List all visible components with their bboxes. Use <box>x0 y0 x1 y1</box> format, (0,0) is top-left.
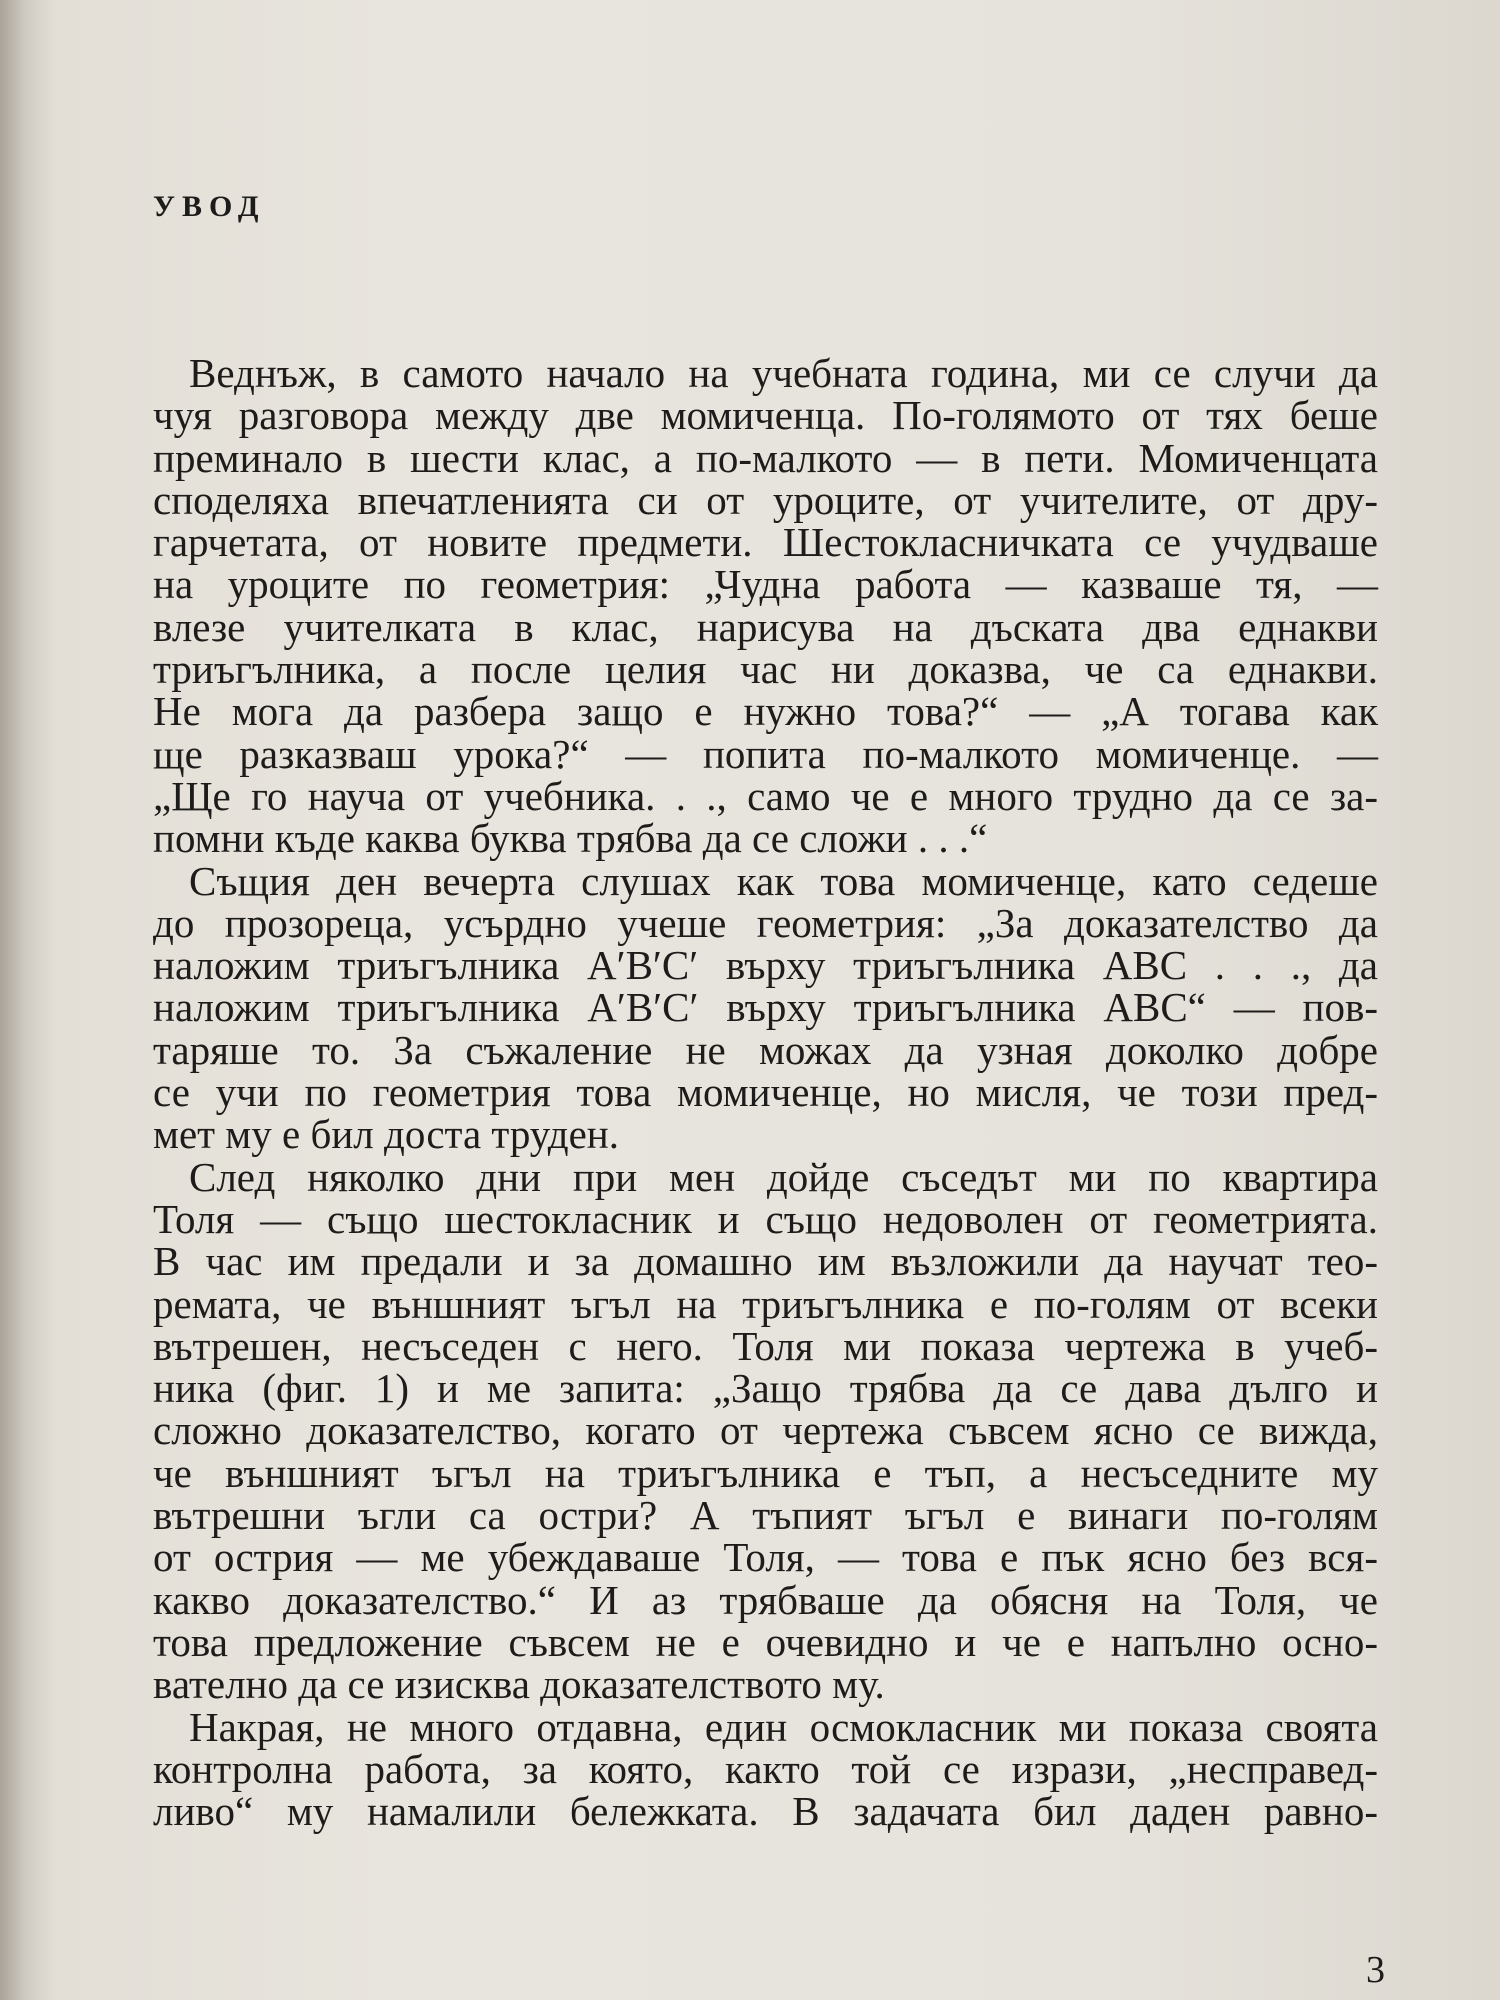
text-line: вателно да се изисква доказателството му. <box>153 1661 885 1708</box>
text-line: След няколко дни при мен дойде съседът ми по квартира <box>189 1153 1378 1200</box>
text-line: ника (фиг. 1) и ме запита: „Защо трябва да се дава дълго и <box>153 1365 1378 1412</box>
text-line: гарчетата, от новите предмети. Шестокласничката се учудваше <box>153 519 1378 566</box>
text-line: ливо“ му намалили бележката. В задачата бил даден равно- <box>153 1788 1378 1835</box>
text-line: контролна работа, за която, както той се изрази, „несправед- <box>153 1745 1378 1792</box>
text-line: ще разказваш урока?“ — попита по-малкото момиченце. — <box>153 730 1378 777</box>
text-line: наложим триъгълника A′B′C′ върху триъгълника ABC“ — пов- <box>153 984 1378 1031</box>
text-line: Толя — също шестокласник и също недоволен от геометрията. <box>153 1195 1378 1242</box>
text-line: вътрешен, несъседен с него. Толя ми показа чертежа в учеб- <box>153 1322 1378 1369</box>
text-line: Накрая, не много отдавна, един осмокласник ми показа своята <box>189 1703 1378 1750</box>
text-line: сложно доказателство, когато от чертежа съвсем ясно се вижда, <box>153 1407 1378 1454</box>
text-line: Не мога да разбера защо е нужно това?“ — „А тогава как <box>153 688 1378 735</box>
text-line: ремата, че външният ъгъл на триъгълника е по-голям от всеки <box>153 1280 1378 1327</box>
text-line: наложим триъгълника A′B′C′ върху триъгълника ABC . . ., да <box>153 942 1378 989</box>
text-line: триъгълника, а после целия час ни доказва, че са еднакви. <box>153 646 1378 693</box>
section-heading: УВОД <box>153 190 266 223</box>
text-line: до прозореца, усърдно учеше геометрия: „За доказателство да <box>153 899 1378 946</box>
text-line: Веднъж, в самото начало на учебната година, ми се случи да <box>189 350 1378 396</box>
text-line: че външният ъгъл на триъгълника е тъп, а несъседните му <box>153 1449 1378 1496</box>
text-line: Същия ден вечерта слушах как това момиченце, като седеше <box>189 857 1378 904</box>
text-line: от острия — ме убеждаваше Толя, — това е пък ясно без вся- <box>153 1534 1378 1581</box>
text-line: на уроците по геометрия: „Чудна работа — казваше тя, — <box>153 561 1378 608</box>
text-line: чуя разговора между две момиченца. По-голямото от тях беше <box>153 392 1378 439</box>
page-number: 3 <box>1366 1949 1385 1991</box>
text-line: какво доказателство.“ И аз трябваше да обясня на Толя, че <box>153 1576 1378 1623</box>
text-line: В час им предали и за домашно им възложили да научат тео- <box>153 1238 1378 1285</box>
text-line: това предложение съвсем не е очевидно и че е напълно осно- <box>153 1618 1378 1665</box>
text-line: мет му е бил доста труден. <box>153 1111 619 1158</box>
text-line: „Ще го науча от учебника. . ., само че е много трудно да се за- <box>153 772 1378 819</box>
text-line: преминало в шести клас, а по-малкото — в пети. Момиченцата <box>153 434 1378 481</box>
text-line: влезе учителката в клас, нарисува на дъската два еднакви <box>153 603 1378 650</box>
text-line: се учи по геометрия това момиченце, но мисля, че този пред- <box>153 1069 1378 1116</box>
text-line: споделяха впечатленията си от уроците, от учителите, от дру- <box>153 476 1378 523</box>
text-line: помни къде каква буква трябва да се сложи . . .“ <box>153 815 988 862</box>
text-line: вътрешни ъгли са остри? А тъпият ъгъл е винаги по-голям <box>153 1492 1378 1539</box>
text-line: таряше то. За съжаление не можах да узная доколко добре <box>153 1026 1378 1073</box>
body-text <box>153 350 1378 1835</box>
